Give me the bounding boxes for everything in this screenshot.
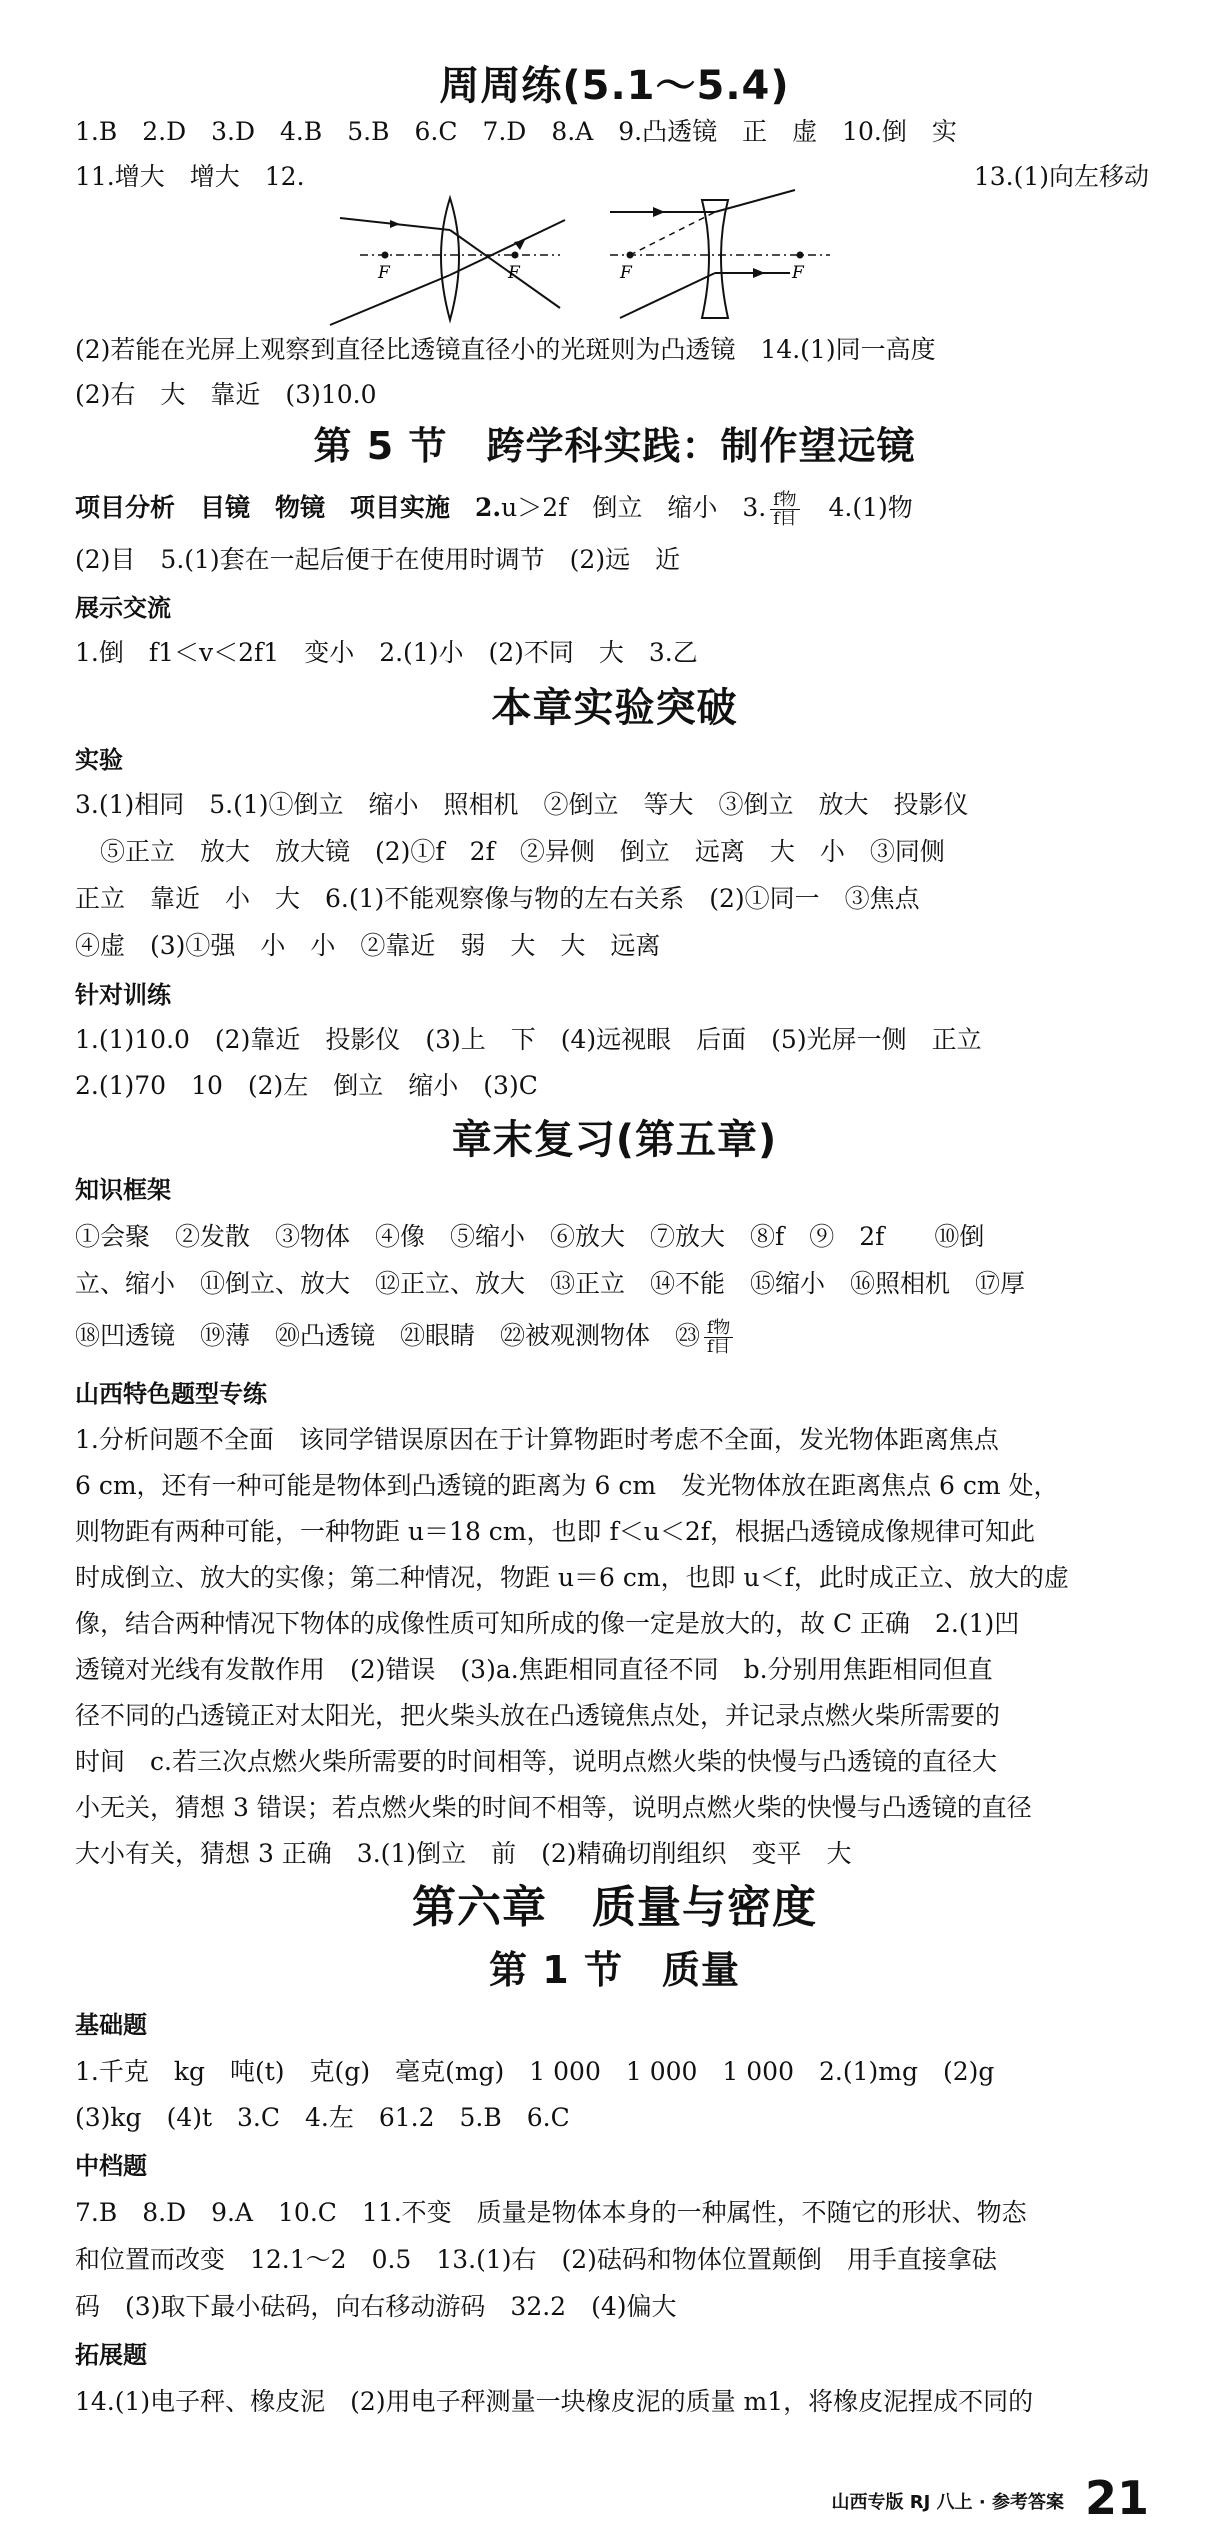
experiment-line-2: ⑤正立 放大 放大镜 (2)①f 2f ②异侧 倒立 远离 大 小 ③同侧 bbox=[75, 837, 945, 866]
weekly-line-4: (2)右 大 靠近 (3)10.0 bbox=[75, 380, 377, 409]
chapter-6-subheading-1: 基础题 bbox=[75, 2011, 147, 2039]
weekly-line-3: (2)若能在光屏上观察到直径比透镜直径小的光斑则为凸透镜 14.(1)同一高度 bbox=[75, 335, 936, 364]
chapter-6-section-title: 第 1 节 质量 bbox=[489, 1948, 740, 1992]
review-para-line-5: 像，结合两种情况下物体的成像性质可知所成的像一定是放大的，故 C 正确 2.(1)凹 bbox=[75, 1609, 1020, 1638]
frac-num: f物 bbox=[704, 1319, 733, 1338]
focal-ratio bbox=[770, 491, 799, 528]
weekly-line-2-right: 13.(1)向左移动 bbox=[973, 162, 1149, 191]
experiment-line-1: 3.(1)相同 5.(1)①倒立 缩小 照相机 ②倒立 等大 ③倒立 放大 投影仪 bbox=[75, 790, 969, 819]
incident-ray-2 bbox=[330, 275, 450, 325]
experiment-line-6: 2.(1)70 10 (2)左 倒立 缩小 (3)C bbox=[75, 1071, 538, 1100]
focus-point-left bbox=[627, 252, 634, 259]
review-title: 章末复习(第五章) bbox=[451, 1117, 778, 1163]
refracted-ray-1 bbox=[450, 230, 560, 308]
focal-ratio bbox=[704, 1319, 733, 1356]
review-para-line-8: 时间 c.若三次点燃火柴所需要的时间相等，说明点燃火柴的快慢与凸透镜的直径大 bbox=[75, 1747, 997, 1776]
virtual-extension-line bbox=[630, 212, 715, 255]
concave-lens-figure bbox=[610, 190, 830, 318]
review-line-1: ①会聚 ②发散 ③物体 ④像 ⑤缩小 ⑥放大 ⑦放大 ⑧f ⑨ 2f ⑩倒 bbox=[75, 1222, 985, 1251]
focus-label: F bbox=[620, 263, 632, 283]
experiment-title: 本章实验突破 bbox=[491, 685, 738, 731]
footer-label: 山西专版 RJ 八上 · 参考答案 bbox=[831, 2492, 1064, 2513]
review-subheading-2: 山西特色题型专练 bbox=[75, 1380, 267, 1408]
review-line-2: 立、缩小 ⑪倒立、放大 ⑫正立、放大 ⑬正立 ⑭不能 ⑮缩小 ⑯照相机 ⑰厚 bbox=[75, 1269, 1026, 1298]
review-para-line-2: 6 cm，还有一种可能是物体到凸透镜的距离为 6 cm 发光物体放在距离焦点 6 cm 处， bbox=[75, 1471, 1059, 1500]
weekly-line-1: 1.B 2.D 3.D 4.B 5.B 6.C 7.D 8.A 9.凸透镜 正 虚 10.倒 实 bbox=[75, 117, 957, 146]
chapter-6-title: 第六章 质量与密度 bbox=[412, 1882, 817, 1933]
review-subheading-1: 知识框架 bbox=[75, 1176, 171, 1204]
section-5-line-1b: u＞2f 倒立 缩小 3. bbox=[501, 493, 767, 522]
review-para-line-6: 透镜对光线有发散作用 (2)错误 (3)a.焦距相同直径不同 b.分别用焦距相同但直 bbox=[75, 1655, 993, 1684]
chapter-6-line-2: (3)kg (4)t 3.C 4.左 61.2 5.B 6.C bbox=[75, 2103, 570, 2132]
frac-den: f目 bbox=[773, 509, 797, 529]
review-line-3 bbox=[75, 1316, 1165, 1356]
incident-ray-4 bbox=[620, 273, 715, 318]
weekly-practice-title: 周周练(5.1～5.4) bbox=[439, 63, 790, 109]
section-5-line-1a: 项目分析 目镜 物镜 项目实施 2. bbox=[75, 493, 502, 522]
section-5-line-3: 1.倒 f1＜v＜2f1 变小 2.(1)小 (2)不同 大 3.乙 bbox=[75, 638, 698, 667]
chapter-6-line-6: 14.(1)电子秤、橡皮泥 (2)用电子秤测量一块橡皮泥的质量 m1，将橡皮泥捏成不同的 bbox=[75, 2387, 1034, 2416]
arrow-head bbox=[390, 220, 400, 228]
section-5-line-1c: 4.(1)物 bbox=[803, 493, 913, 522]
convex-lens-figure bbox=[330, 198, 565, 325]
experiment-line-4: ④虚 (3)①强 小 小 ②靠近 弱 大 大 远离 bbox=[75, 931, 661, 960]
focus-point-left bbox=[382, 252, 389, 259]
chapter-6-line-3: 7.B 8.D 9.A 10.C 11.不变 质量是物体本身的一种属性，不随它的形状、物态 bbox=[75, 2198, 1027, 2227]
section-5-line-2: (2)目 5.(1)套在一起后便于在使用时调节 (2)远 近 bbox=[75, 545, 681, 574]
focus-label: F bbox=[792, 263, 804, 283]
section-5-line-1 bbox=[75, 488, 1165, 528]
arrow-head bbox=[653, 207, 665, 217]
focus-label: F bbox=[378, 263, 390, 283]
chapter-6-line-1: 1.千克 kg 吨(t) 克(g) 毫克(mg) 1 000 1 000 1 000 2.(1)mg (2)g bbox=[75, 2057, 995, 2086]
convex-lens-shape bbox=[441, 198, 459, 320]
arrow-head bbox=[514, 240, 525, 250]
review-para-line-1: 1.分析问题不全面 该同学错误原因在于计算物距时考虑不全面，发光物体距离焦点 bbox=[75, 1425, 999, 1454]
chapter-6-subheading-3: 拓展题 bbox=[75, 2341, 147, 2369]
review-para-line-7: 径不同的凸透镜正对太阳光，把火柴头放在凸透镜焦点处，并记录点燃火柴所需要的 bbox=[75, 1701, 1001, 1730]
lens-ray-diagram bbox=[320, 190, 840, 340]
experiment-subheading-2: 针对训练 bbox=[75, 981, 171, 1009]
review-para-line-4: 时成倒立、放大的实像；第二种情况，物距 u＝6 cm，也即 u＜f，此时成正立、放大的虚 bbox=[75, 1563, 1069, 1592]
section-5-subheading: 展示交流 bbox=[75, 594, 171, 622]
focus-label: F bbox=[508, 263, 520, 283]
review-para-line-3: 则物距有两种可能，一种物距 u＝18 cm，也即 f＜u＜2f，根据凸透镜成像规律可知此 bbox=[75, 1517, 1035, 1546]
section-5-title: 第 5 节 跨学科实践：制作望远镜 bbox=[313, 424, 916, 468]
frac-den: f目 bbox=[707, 1337, 731, 1357]
experiment-line-3: 正立 靠近 小 大 6.(1)不能观察像与物的左右关系 (2)①同一 ③焦点 bbox=[75, 884, 920, 913]
concave-lens-shape bbox=[702, 200, 728, 318]
chapter-6-line-4: 和位置而改变 12.1～2 0.5 13.(1)右 (2)砝码和物体位置颠倒 用手直接拿砝 bbox=[75, 2245, 997, 2274]
review-para-line-9: 小无关，猜想 3 错误；若点燃火柴的时间不相等，说明点燃火柴的快慢与凸透镜的直径 bbox=[75, 1793, 1032, 1822]
page-number: 21 bbox=[1084, 2471, 1149, 2525]
arrow-head bbox=[753, 268, 765, 278]
review-para-line-10: 大小有关，猜想 3 正确 3.(1)倒立 前 (2)精确切削组织 变平 大 bbox=[75, 1839, 852, 1868]
experiment-line-5: 1.(1)10.0 (2)靠近 投影仪 (3)上 下 (4)远视眼 后面 (5)光屏一侧 正立 bbox=[75, 1025, 982, 1054]
review-line-3-text: ⑱凹透镜 ⑲薄 ⑳凸透镜 ㉑眼睛 ㉒被观测物体 ㉓ bbox=[75, 1321, 701, 1350]
focus-point-right bbox=[512, 252, 519, 259]
experiment-subheading-1: 实验 bbox=[75, 746, 123, 774]
frac-num: f物 bbox=[770, 491, 799, 510]
focus-point-right bbox=[797, 252, 804, 259]
weekly-line-2: 11.增大 增大 12. bbox=[75, 162, 305, 191]
chapter-6-line-5: 码 (3)取下最小砝码，向右移动游码 32.2 (4)偏大 bbox=[75, 2292, 677, 2321]
chapter-6-subheading-2: 中档题 bbox=[75, 2152, 147, 2180]
